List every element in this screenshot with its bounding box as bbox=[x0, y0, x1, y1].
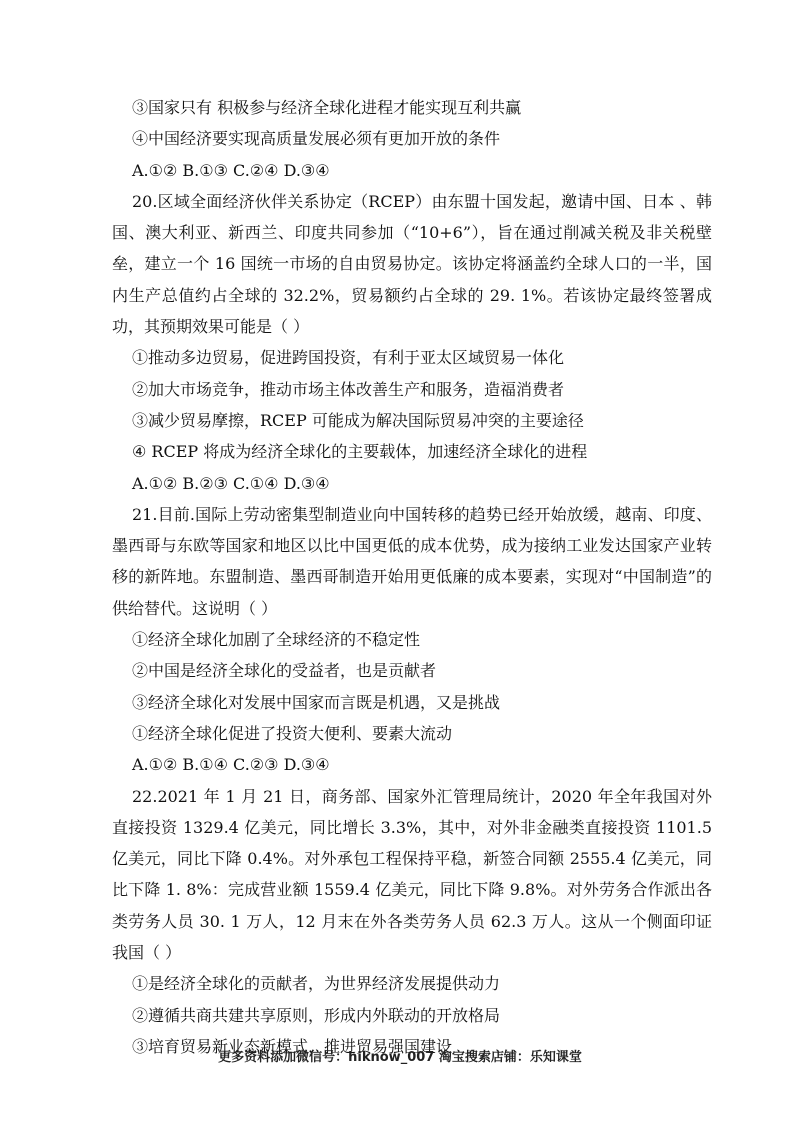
footer-contact-note: 更多资料添加微信号：hiknow_007 淘宝搜索店铺：乐知课堂 bbox=[218, 1050, 582, 1065]
q21-option-3: ③经济全球化对发展中国家而言既是机遇，又是挑战 bbox=[132, 692, 501, 712]
q19-option-4: ④中国经济要实现高质量发展必须有更加开放的条件 bbox=[132, 129, 501, 149]
q20-question-text: 20.区域全面经济伙伴关系协定（RCEP）由东盟十国发起，邀请中国、日本 、韩国、澳大利亚、新西兰、印度共同参加（“10+6”），旨在通过削减关税及非关税壁垒，建立一个 16 国统一市场的自由贸易协定。该协定将涵盖约全球人口的一半，国内生产总值约占全球的 32.2%，贸易额约占全球的 29. 1%。若该协定最终签署成功，其预期效果可能是（ ） bbox=[112, 191, 712, 337]
q21-option-2: ②中国是经济全球化的受益者，也是贡献者 bbox=[132, 661, 437, 681]
q20-option-1: ①推动多边贸易，促进跨国投资，有利于亚太区域贸易一体化 bbox=[132, 348, 565, 368]
q20-answer-choices: A.①② B.②③ C.①④ D.③④ bbox=[132, 473, 330, 493]
q21-option-1: ①经济全球化加剧了全球经济的不稳定性 bbox=[132, 630, 421, 650]
q20-option-3: ③减少贸易摩擦，RCEP 可能成为解决国际贸易冲突的主要途径 bbox=[132, 410, 584, 430]
q21-question-text: 21.目前.国际上劳动密集型制造业向中国转移的趋势已经开始放缓，越南、印度、墨西哥与东欧等国家和地区以比中国更低的成本优势，成为接纳工业发达国家产业转移的新阵地。东盟制造、墨西哥制造开始用更低廉的成本要素，实现对“中国制造”的供给替代。这说明（ ） bbox=[112, 504, 712, 618]
q21-answer-choices: A.①② B.①④ C.②③ D.③④ bbox=[132, 755, 330, 775]
page-content bbox=[112, 92, 712, 1062]
q21-option-4: ①经济全球化促进了投资大便利、要素大流动 bbox=[132, 723, 453, 743]
q22-question-text: 22.2021 年 1 月 21 日，商务部、国家外汇管理局统计，2020 年全年我国对外直接投资 1329.4 亿美元，同比增长 3.3%，其中，对外非金融类直接投资 1101.5 亿美元，同比下降 0.4%。对外承包工程保持平稳，新签合同额 2555.4 亿美元，同比下降 1. 8%：完成营业额 1559.4 亿美元，同比下降 9.8%。对外劳务合作派出各类劳务人员 30. 1 万人，12 月末在外各类劳务人员 62.3 万人。这从一个侧面印证我国（ ） bbox=[112, 786, 712, 963]
q20-option-4: ④ RCEP 将成为经济全球化的主要载体，加速经济全球化的进程 bbox=[132, 442, 588, 462]
q19-option-3: ③国家只有 积极参与经济全球化进程才能实现互利共赢 bbox=[132, 98, 522, 117]
q22-option-1: ①是经济全球化的贡献者，为世界经济发展提供动力 bbox=[132, 974, 501, 994]
q19-answer-choices: A.①② B.①③ C.②④ D.③④ bbox=[132, 160, 330, 180]
q22-option-2: ②遵循共商共建共享原则，形成内外联动的开放格局 bbox=[132, 1005, 501, 1025]
q20-option-2: ②加大市场竞争，推动市场主体改善生产和服务，造福消费者 bbox=[132, 379, 565, 399]
q22-option-3: ③培育贸易新业态新模式，推进贸易强国建设 bbox=[132, 1036, 453, 1056]
